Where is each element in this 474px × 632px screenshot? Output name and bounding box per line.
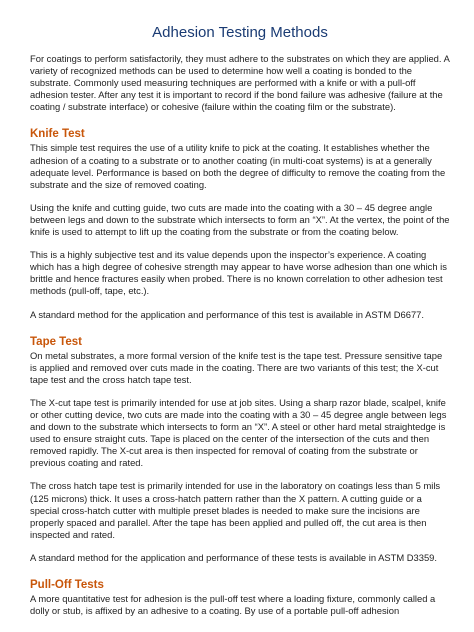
page-title: Adhesion Testing Methods bbox=[152, 24, 328, 41]
knife-test-paragraph-4: A standard method for the application and performance of this test is available in ASTM D6677. bbox=[30, 308, 424, 320]
tape-test-paragraph-2: The X-cut tape test is primarily intended for use at job sites. Using a sharp razor blade, scalpel, knife or other cutting device, two cuts are made into the coating with a 30 – 45 degree angle between legs and down to the substrate which intersects to form an “X”. A steel or other hard metal straightedge is used to ensure straight cuts. Tape is placed on the center of the intersection of the cuts and then removed rapidly. The X-cut area is then inspected for removal of coating from the substrate or previous coating and rated. bbox=[30, 396, 447, 469]
knife-test-paragraph-3: This is a highly subjective test and its value depends upon the inspector’s experience. A coating which has a high degree of cohesive strength may appear to have worse adhesion than one which is brittle and hence fractures easily when probed. There is no known correlation to other adhesion test methods (pull-off, tape, etc.). bbox=[30, 249, 447, 297]
tape-test-paragraph-4: A standard method for the application and performance of these tests is available in ASTM D3359. bbox=[30, 551, 438, 563]
tape-test-paragraph-3: The cross hatch tape test is primarily intended for use in the laboratory on coatings less than 5 mils (125 microns) thick. It uses a cross-hatch pattern rather than the X pattern. A cutting guide or a special cross-hatch cutter with multiple preset blades is needed to make sure the incisions are properly spaced and parallel. After the tape has been applied and pulled off, the cut area is then inspected and rated. bbox=[30, 480, 441, 540]
knife-test-paragraph-1: This simple test requires the use of a utility knife to pick at the coating. It establishes whether the adhesion of a coating to a substrate or to another coating (in multi-coat systems) is at a generally adequate level. Performance is based on both the degree of difficulty to remove the coating from the substrate and the size of removed coating. bbox=[30, 142, 446, 190]
tape-test-heading: Tape Test bbox=[30, 335, 82, 348]
pull-off-tests-paragraph-1: A more quantitative test for adhesion is the pull-off test where a loading fixture, commonly called a dolly or stub, is affixed by an adhesive to a coating. By use of a portable pull-off adhesion bbox=[30, 593, 436, 617]
intro-paragraph: For coatings to perform satisfactorily, they must adhere to the substrates on which they are applied. A variety of recognized methods can be used to determine how well a coating is bonded to the substrate. Commonly used measuring techniques are performed with a knife or with a pull-off adhesion tester. After any test it is important to record if the bond failure was adhesive (failure at the coating / substrate interface) or cohesive (failure within the coating film or the substrate). bbox=[30, 53, 450, 113]
document-body bbox=[30, 24, 450, 628]
knife-test-paragraph-2: Using the knife and cutting guide, two cuts are made into the coating with a 30 – 45 degree angle between legs and down to the substrate which intersects to form an “X”. At the vertex, the point of the knife is used to attempt to lift up the coating from the substrate or from the coating below. bbox=[30, 201, 450, 238]
knife-test-heading: Knife Test bbox=[30, 128, 85, 141]
tape-test-paragraph-1: On metal substrates, a more formal version of the knife test is the tape test. Pressure sensitive tape is applied and removed over cuts made in the coating. There are two variants of this test; the X-cut tape test and the cross hatch tape test. bbox=[30, 349, 443, 385]
pull-off-tests-heading: Pull-Off Tests bbox=[30, 579, 104, 591]
